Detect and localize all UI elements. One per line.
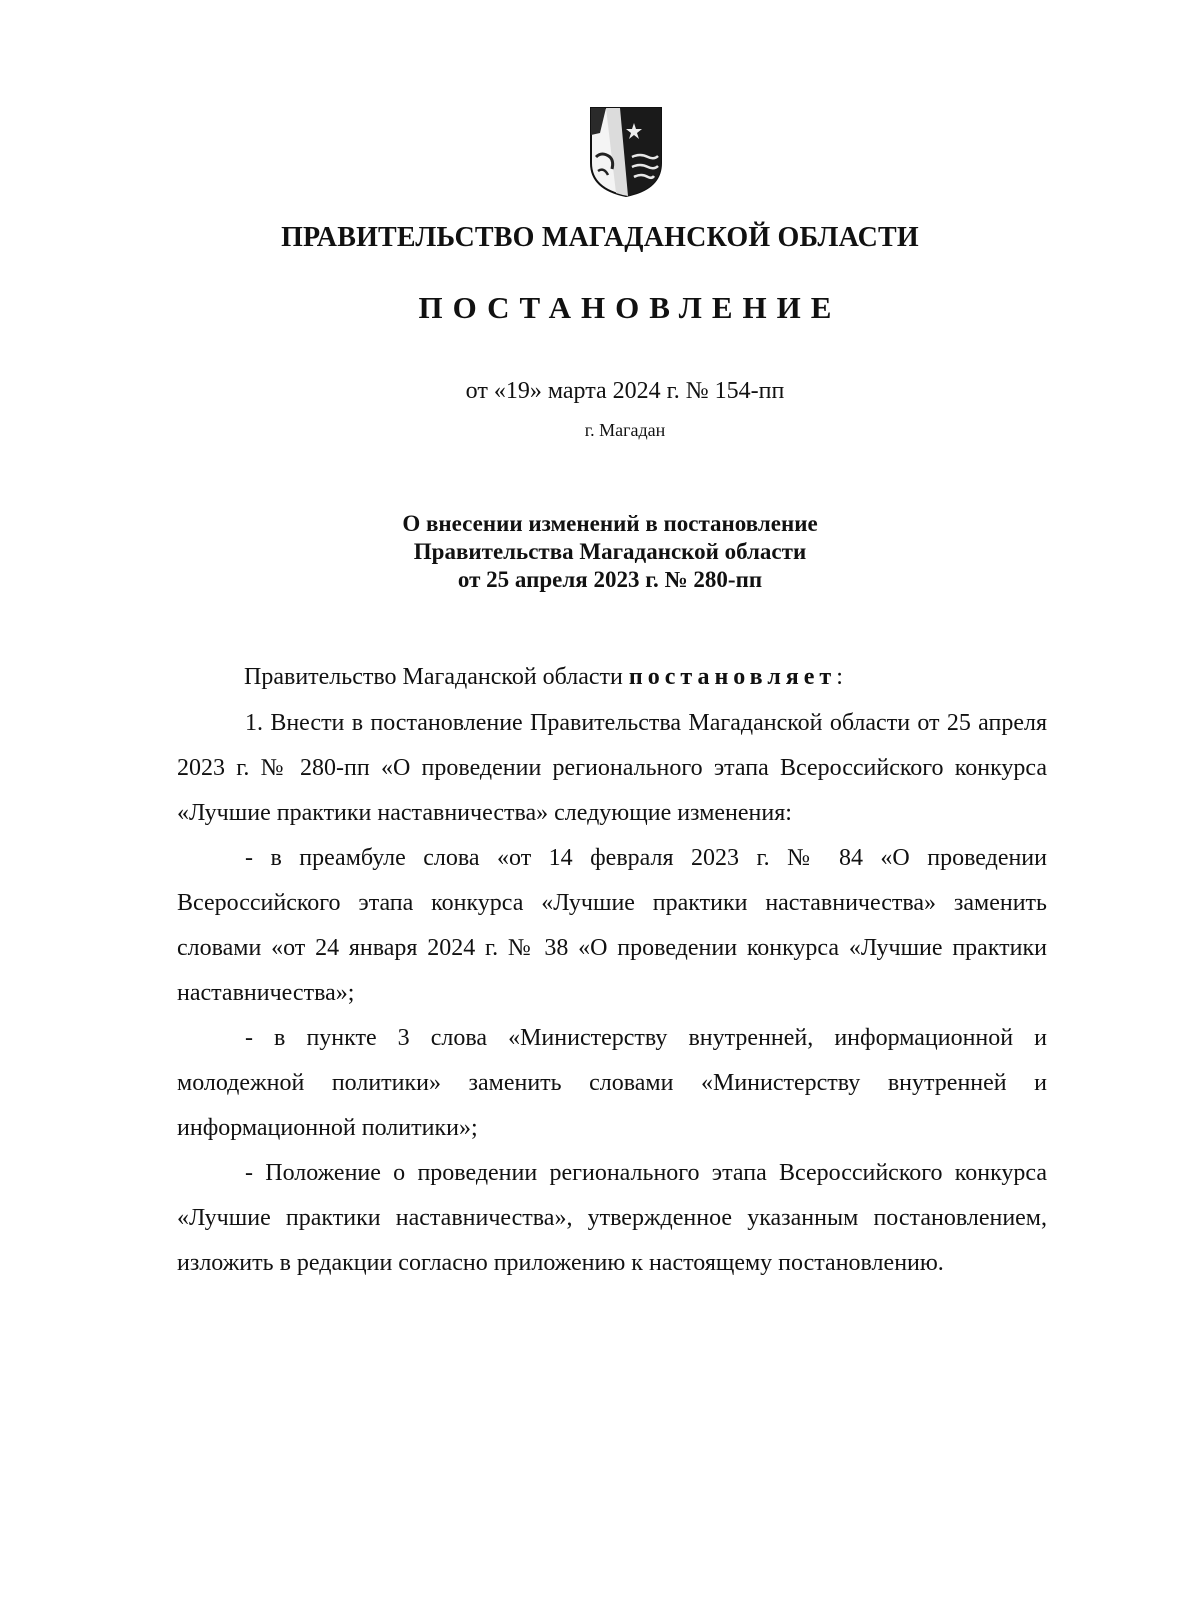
change-3-paragraph: - Положение о проведении регионального этапа Всероссийского конкурса «Лучшие практики наставничества», утвержденное указанным постановлением, изложить в редакции согласно приложению к настоящему постановлению. xyxy=(177,1160,1047,1276)
document-city: г. Магадан xyxy=(584,420,666,440)
preamble-resolves: постановляет xyxy=(628,664,837,690)
item-1-paragraph: 1. Внести в постановление Правительства Магаданской области от 25 апреля 2023 г. № 280-пп «О проведении регионального этапа Всероссийского конкурса «Лучшие практики наставничества» следующие изменения: xyxy=(177,710,1047,826)
preamble-text: Правительство Магаданской области xyxy=(244,664,629,690)
subject-line-1: О внесении изменений в постановление xyxy=(402,511,818,536)
preamble-colon: : xyxy=(836,664,843,690)
subject-line-2: Правительства Магаданской области xyxy=(413,539,807,564)
document-subject xyxy=(0,510,1200,594)
change-1-paragraph: - в преамбуле слова «от 14 февраля 2023 г. № 84 «О проведении Всероссийского этапа конкурса «Лучшие практики наставничества» заменить словами «от 24 января 2024 г. № 38 «О проведении конкурса «Лучшие практики наставничества»; xyxy=(177,845,1047,1006)
government-name: ПРАВИТЕЛЬСТВО МАГАДАНСКОЙ ОБЛАСТИ xyxy=(281,222,919,253)
coat-of-arms-icon xyxy=(588,105,664,199)
document-body xyxy=(177,655,1047,1286)
preamble-paragraph xyxy=(177,655,1047,700)
document-type-title: ПОСТАНОВЛЕНИЕ xyxy=(418,290,842,325)
change-2-paragraph: - в пункте 3 слова «Министерству внутренней, информационной и молодежной политики» заменить словами «Министерству внутренней и информационной политики»; xyxy=(177,1025,1047,1141)
document-date-number: от «19» марта 2024 г. № 154-пп xyxy=(465,378,785,404)
subject-line-3: от 25 апреля 2023 г. № 280-пп xyxy=(457,567,763,592)
